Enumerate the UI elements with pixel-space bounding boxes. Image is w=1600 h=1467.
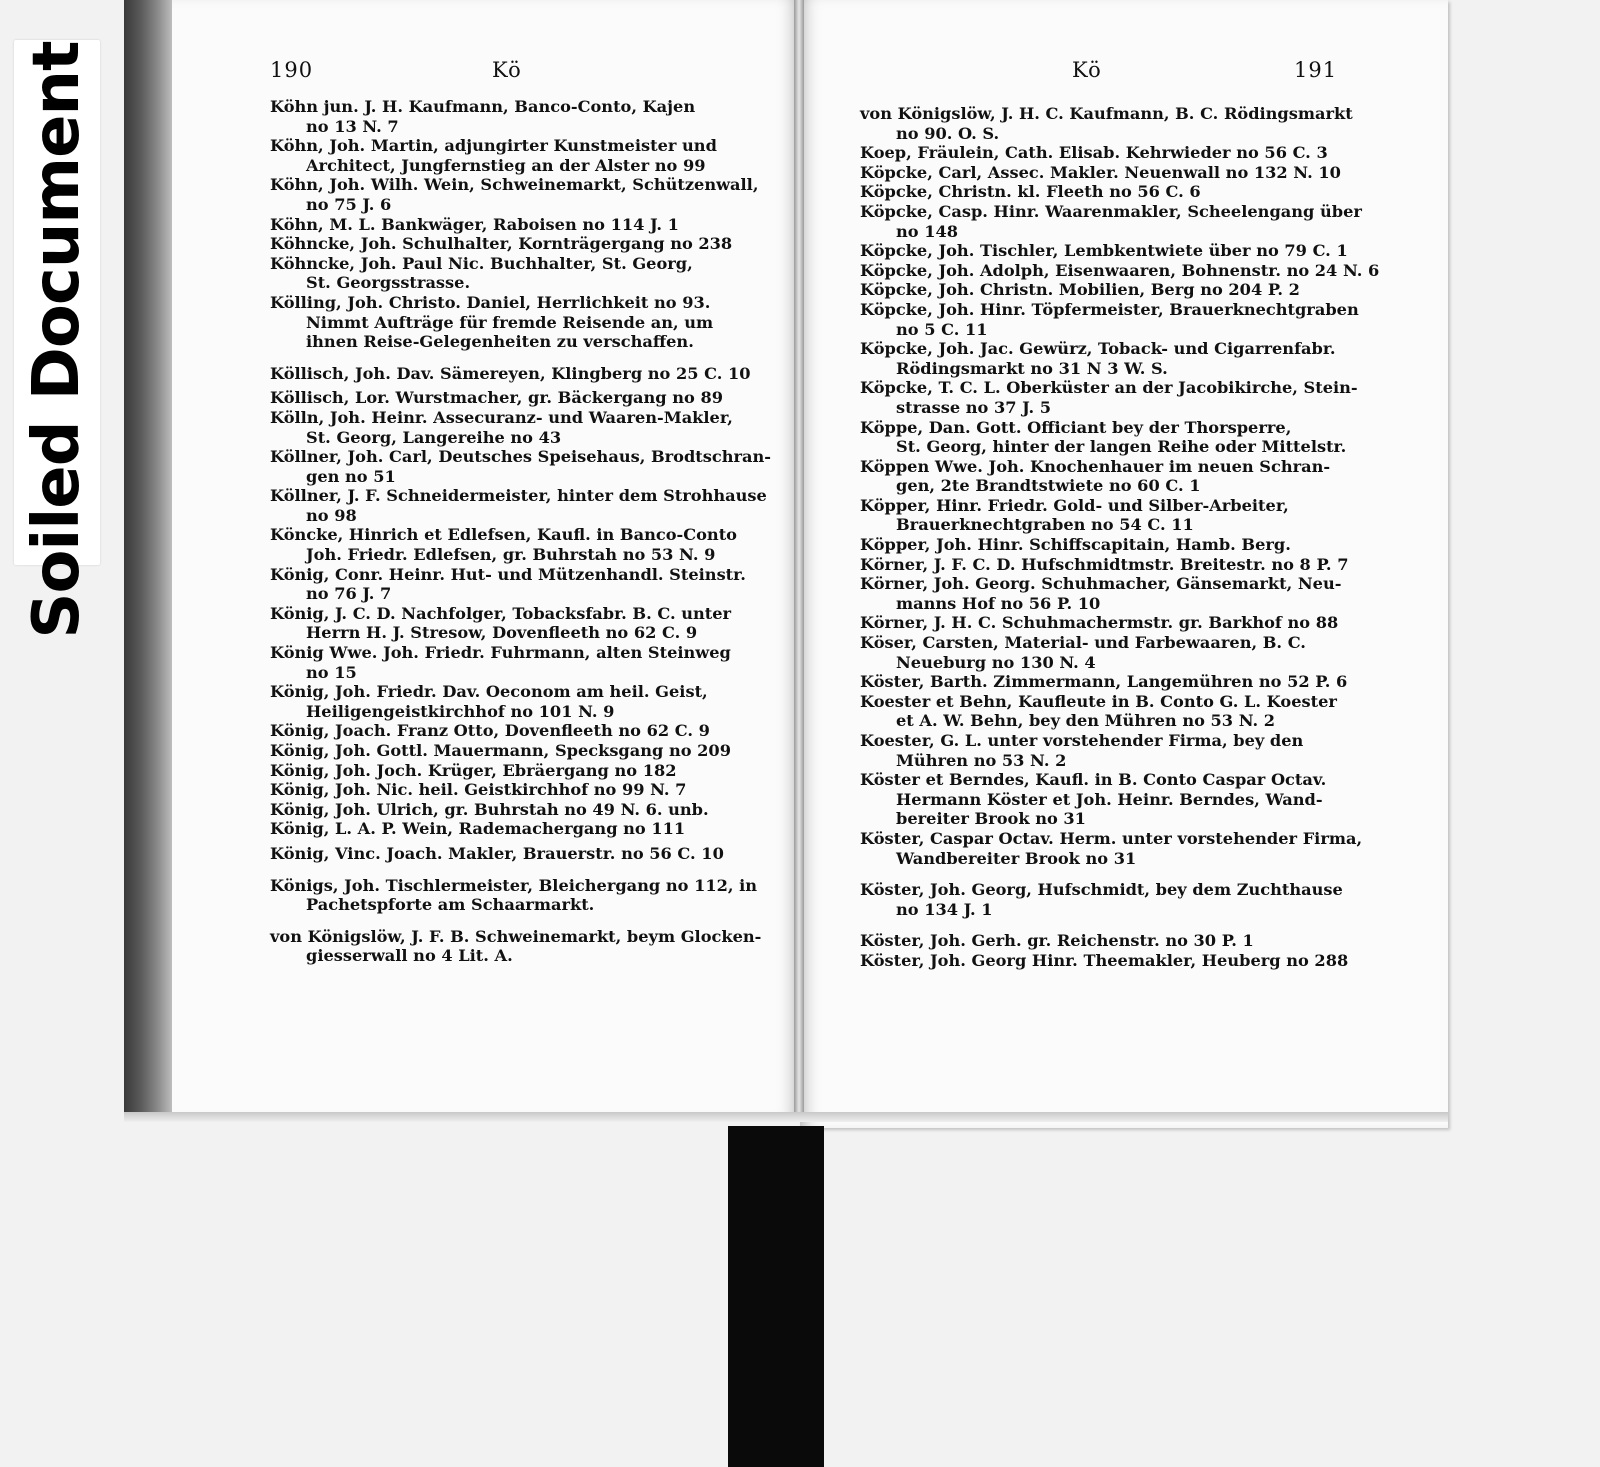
right-page-number: 191	[1294, 58, 1338, 82]
directory-entry	[270, 293, 766, 352]
entry-line: König, Joach. Franz Otto, Dovenfleeth no 62 C. 9	[270, 721, 710, 741]
entry-line: König, Vinc. Joach. Makler, Brauerstr. no 56 C. 10	[270, 843, 724, 863]
entry-line: Köhncke, Joh. Paul Nic. Buchhalter, St. Georg,	[270, 253, 693, 273]
entry-line: Köpper, Hinr. Friedr. Gold- und Silber-Arbeiter,	[860, 495, 1289, 515]
entry-line: Kölln, Joh. Heinr. Assecuranz- und Waaren-Makler,	[270, 407, 733, 427]
entry-line: Köser, Carsten, Material- und Farbewaaren, B. C.	[860, 633, 1306, 653]
entry-continuation-line: Herrn H. J. Stresow, Dovenfleeth no 62 C. 9	[306, 623, 698, 643]
entry-line: Köpper, Joh. Hinr. Schiffscapitain, Hamb. Berg.	[860, 535, 1291, 555]
entry-line: Köpcke, Christn. kl. Fleeth no 56 C. 6	[860, 182, 1201, 202]
entry-continuation-line: Rödingsmarkt no 31 N 3 W. S.	[896, 358, 1168, 378]
book-gutter	[794, 0, 804, 1120]
directory-entry	[270, 927, 766, 966]
entry-continuation-line: no 15	[306, 662, 357, 682]
directory-entry	[860, 260, 1380, 281]
directory-entry	[270, 97, 766, 136]
entry-line: von Königslöw, J. H. C. Kaufmann, B. C. Rödingsmarkt	[860, 104, 1353, 123]
right-entry-list	[860, 104, 1380, 971]
entry-line: Köpcke, Joh. Hinr. Töpfermeister, Brauerknechtgraben	[860, 299, 1359, 319]
directory-entry	[860, 633, 1354, 672]
entry-continuation-line: giesserwall no 4 Lit. A.	[306, 946, 513, 966]
entry-line: König, Joh. Ulrich, gr. Buhrstah no 49 N. 6. unb.	[270, 799, 709, 819]
entry-continuation-line: Mühren no 53 N. 2	[896, 750, 1067, 770]
entry-continuation-line: Pachetspforte am Schaarmarkt.	[306, 895, 595, 915]
entry-line: König, L. A. P. Wein, Rademachergang no 111	[270, 819, 686, 839]
directory-entry	[270, 486, 766, 525]
entry-line: Köpcke, Joh. Adolph, Eisenwaaren, Bohnenstr. no 24 N. 6	[860, 260, 1380, 280]
directory-entry	[270, 780, 766, 800]
directory-entry	[270, 876, 766, 915]
directory-entry	[860, 828, 1363, 868]
entry-line: Körner, J. F. C. D. Hufschmidtmstr. Breitestr. no 8 P. 7	[860, 554, 1349, 574]
entry-line: Köpcke, Joh. Jac. Gewürz, Toback- und Cigarrenfabr.	[860, 339, 1336, 359]
entry-continuation-line: no 75 J. 6	[306, 194, 392, 214]
entry-line: König, Joh. Joch. Krüger, Ebräergang no 182	[270, 760, 677, 780]
entry-line: Köhn, Joh. Martin, adjungirter Kunstmeister und	[270, 136, 717, 156]
entry-line: Köllner, Joh. Carl, Deutsches Speisehaus, Brodtschran-	[270, 447, 772, 467]
entry-line: Köpcke, Joh. Christn. Mobilien, Berg no 204 P. 2	[860, 280, 1300, 300]
entry-continuation-line: et A. W. Behn, bey den Mühren no 53 N. 2	[896, 711, 1275, 731]
right-page-header: Kö	[1072, 58, 1102, 82]
entry-line: Köster, Joh. Georg, Hufschmidt, bey dem Zuchthause	[860, 880, 1343, 900]
directory-entry	[270, 525, 766, 564]
entry-line: König, Joh. Friedr. Dav. Oeconom am heil. Geist,	[270, 682, 708, 702]
entry-continuation-line: no 76 J. 7	[306, 584, 392, 604]
entry-line: Köster, Joh. Gerh. gr. Reichenstr. no 30 P. 1	[860, 931, 1254, 951]
entry-continuation-line: no 13 N. 7	[306, 116, 399, 136]
directory-entry	[860, 457, 1354, 496]
entry-continuation-line: St. Georgsstrasse.	[306, 273, 471, 293]
entry-continuation-line: ihnen Reise-Gelegenheiten zu verschaffen.	[306, 332, 694, 352]
directory-entry	[860, 951, 1354, 971]
entry-line: Köllner, J. F. Schneidermeister, hinter dem Strohhause	[270, 486, 767, 506]
entry-line: Köster, Joh. Georg Hinr. Theemakler, Heuberg no 288	[860, 950, 1349, 970]
directory-entry	[270, 254, 766, 293]
directory-entry	[860, 535, 1354, 555]
entry-continuation-line: manns Hof no 56 P. 10	[896, 593, 1101, 613]
entry-line: Köhn, Joh. Wilh. Wein, Schweinemarkt, Schützenwall,	[270, 175, 759, 195]
directory-entry	[860, 692, 1354, 731]
entry-line: von Königslöw, J. F. B. Schweinemarkt, beym Glocken-	[270, 926, 762, 946]
entry-line: König, Joh. Gottl. Mauermann, Specksgang no 209	[270, 741, 731, 760]
entry-continuation-line: gen, 2te Brandtstwiete no 60 C. 1	[896, 476, 1201, 496]
entry-line: Körner, Joh. Georg. Schuhmacher, Gänsemarkt, Neu-	[860, 574, 1342, 594]
entry-line: Köster, Barth. Zimmermann, Langemühren no 52 P. 6	[860, 672, 1348, 692]
directory-entry	[860, 731, 1354, 770]
entry-continuation-line: gen no 51	[306, 466, 396, 486]
entry-continuation-line: Nimmt Aufträge für fremde Reisende an, um	[306, 312, 714, 332]
entry-line: König Wwe. Joh. Friedr. Fuhrmann, alten Steinweg	[270, 643, 731, 663]
directory-entry	[270, 800, 766, 820]
directory-entry	[270, 175, 766, 214]
directory-entry	[860, 672, 1354, 692]
entry-line: Köpcke, Joh. Tischler, Lembkentwiete über no 79 C. 1	[860, 241, 1348, 261]
entry-continuation-line: Neueburg no 130 N. 4	[896, 652, 1096, 672]
entry-continuation-line: no 148	[896, 221, 958, 241]
directory-entry	[270, 844, 766, 864]
directory-entry	[860, 201, 1362, 241]
directory-entry	[270, 682, 766, 721]
entry-line: König, Conr. Heinr. Hut- und Mützenhandl. Steinstr.	[270, 564, 746, 584]
entry-continuation-line: Heiligengeistkirchhof no 101 N. 9	[306, 701, 615, 721]
entry-line: Kölling, Joh. Christo. Daniel, Herrlichkeit no 93.	[270, 292, 711, 312]
entry-line: Köllisch, Lor. Wurstmacher, gr. Bäckergang no 89	[270, 388, 723, 408]
entry-line: Koester et Behn, Kaufleute in B. Conto G. L. Koester	[860, 691, 1337, 711]
directory-entry	[270, 447, 772, 486]
entry-line: Köhn jun. J. H. Kaufmann, Banco-Conto, Kajen	[270, 97, 696, 116]
directory-entry	[860, 163, 1354, 183]
entry-line: Köppen Wwe. Joh. Knochenhauer im neuen Schran-	[860, 456, 1331, 476]
directory-entry	[860, 339, 1354, 378]
entry-continuation-line: no 5 C. 11	[896, 319, 988, 339]
directory-entry	[860, 378, 1358, 417]
directory-entry	[270, 604, 766, 643]
entry-line: Köhncke, Joh. Schulhalter, Kornträgergang no 238	[270, 234, 733, 254]
entry-continuation-line: Architect, Jungfernstieg an der Alster no 99	[306, 155, 706, 175]
entry-line: Köppe, Dan. Gott. Officiant bey der Thorsperre,	[860, 417, 1292, 437]
directory-entry	[860, 496, 1354, 535]
entry-continuation-line: Hermann Köster et Joh. Heinr. Berndes, Wand-	[896, 789, 1323, 809]
entry-continuation-line: St. Georg, hinter der langen Reihe oder Mittelstr.	[896, 437, 1347, 457]
entry-line: Koester, G. L. unter vorstehender Firma, bey den	[860, 731, 1304, 750]
entry-line: Köpcke, Casp. Hinr. Waarenmakler, Scheelengang über	[860, 201, 1362, 221]
entry-continuation-line: St. Georg, Langereihe no 43	[306, 427, 562, 447]
entry-line: Köpcke, T. C. L. Oberküster an der Jacobikirche, Stein-	[860, 378, 1358, 398]
left-entry-list	[270, 97, 772, 966]
entry-line: Koep, Fräulein, Cath. Elisab. Kehrwieder no 56 C. 3	[860, 143, 1328, 163]
entry-continuation-line: Wandbereiter Brook no 31	[896, 848, 1137, 868]
entry-line: Köncke, Hinrich et Edlefsen, Kaufl. in Banco-Conto	[270, 525, 737, 545]
entry-line: Köpcke, Carl, Assec. Makler. Neuenwall no 132 N. 10	[860, 162, 1341, 182]
entry-continuation-line: Brauerknechtgraben no 54 C. 11	[896, 515, 1194, 535]
directory-entry	[860, 143, 1354, 163]
directory-entry	[270, 136, 766, 175]
soiled-label	[14, 40, 100, 639]
directory-entry	[270, 761, 766, 781]
book-spine-edge	[124, 0, 172, 1118]
entry-continuation-line: no 90. O. S.	[896, 123, 1000, 143]
directory-entry	[270, 565, 766, 604]
entry-continuation-line: bereiter Brook no 31	[896, 809, 1086, 829]
directory-entry	[860, 280, 1354, 300]
directory-entry	[860, 182, 1354, 202]
directory-entry	[270, 721, 766, 741]
directory-entry	[270, 741, 766, 761]
directory-entry	[270, 215, 766, 235]
directory-entry	[860, 613, 1354, 633]
directory-entry	[270, 643, 766, 682]
entry-continuation-line: strasse no 37 J. 5	[896, 397, 1052, 417]
entry-line: Königs, Joh. Tischlermeister, Bleichergang no 112, in	[270, 875, 758, 895]
entry-line: Köster, Caspar Octav. Herm. unter vorstehender Firma,	[860, 828, 1363, 848]
directory-entry	[860, 770, 1354, 829]
directory-entry	[270, 234, 766, 254]
left-page-number: 190	[270, 58, 314, 82]
directory-entry	[860, 299, 1359, 339]
left-page-header: Kö	[492, 58, 522, 82]
entry-continuation-line: Joh. Friedr. Edlefsen, gr. Buhrstah no 53 N. 9	[306, 545, 716, 565]
entry-line: Körner, J. H. C. Schuhmachermstr. gr. Barkhof no 88	[860, 613, 1339, 633]
entry-line: Köhn, M. L. Bankwäger, Raboisen no 114 J. 1	[270, 214, 679, 234]
directory-entry	[860, 574, 1354, 613]
directory-entry	[270, 364, 766, 384]
entry-continuation-line: no 134 J. 1	[896, 899, 993, 919]
entry-line: König, J. C. D. Nachfolger, Tobacksfabr. B. C. unter	[270, 603, 732, 623]
directory-entry	[860, 418, 1354, 457]
page-bottom-edge	[124, 1112, 1448, 1122]
bookmark-ribbon	[728, 1126, 824, 1467]
directory-entry	[860, 931, 1354, 951]
directory-entry	[270, 408, 766, 447]
soiled-label-text: Soiled Document	[20, 41, 94, 639]
entry-line: König, Joh. Nic. heil. Geistkirchhof no 99 N. 7	[270, 780, 687, 800]
directory-entry	[860, 241, 1354, 261]
directory-entry	[860, 104, 1354, 143]
entry-line: Köster et Berndes, Kaufl. in B. Conto Caspar Octav.	[860, 770, 1327, 790]
entry-line: Köllisch, Joh. Dav. Sämereyen, Klingberg no 25 C. 10	[270, 363, 751, 383]
directory-entry	[860, 880, 1354, 919]
entry-continuation-line: no 98	[306, 505, 357, 525]
directory-entry	[270, 819, 766, 839]
directory-entry	[860, 555, 1354, 575]
directory-entry	[270, 388, 766, 408]
